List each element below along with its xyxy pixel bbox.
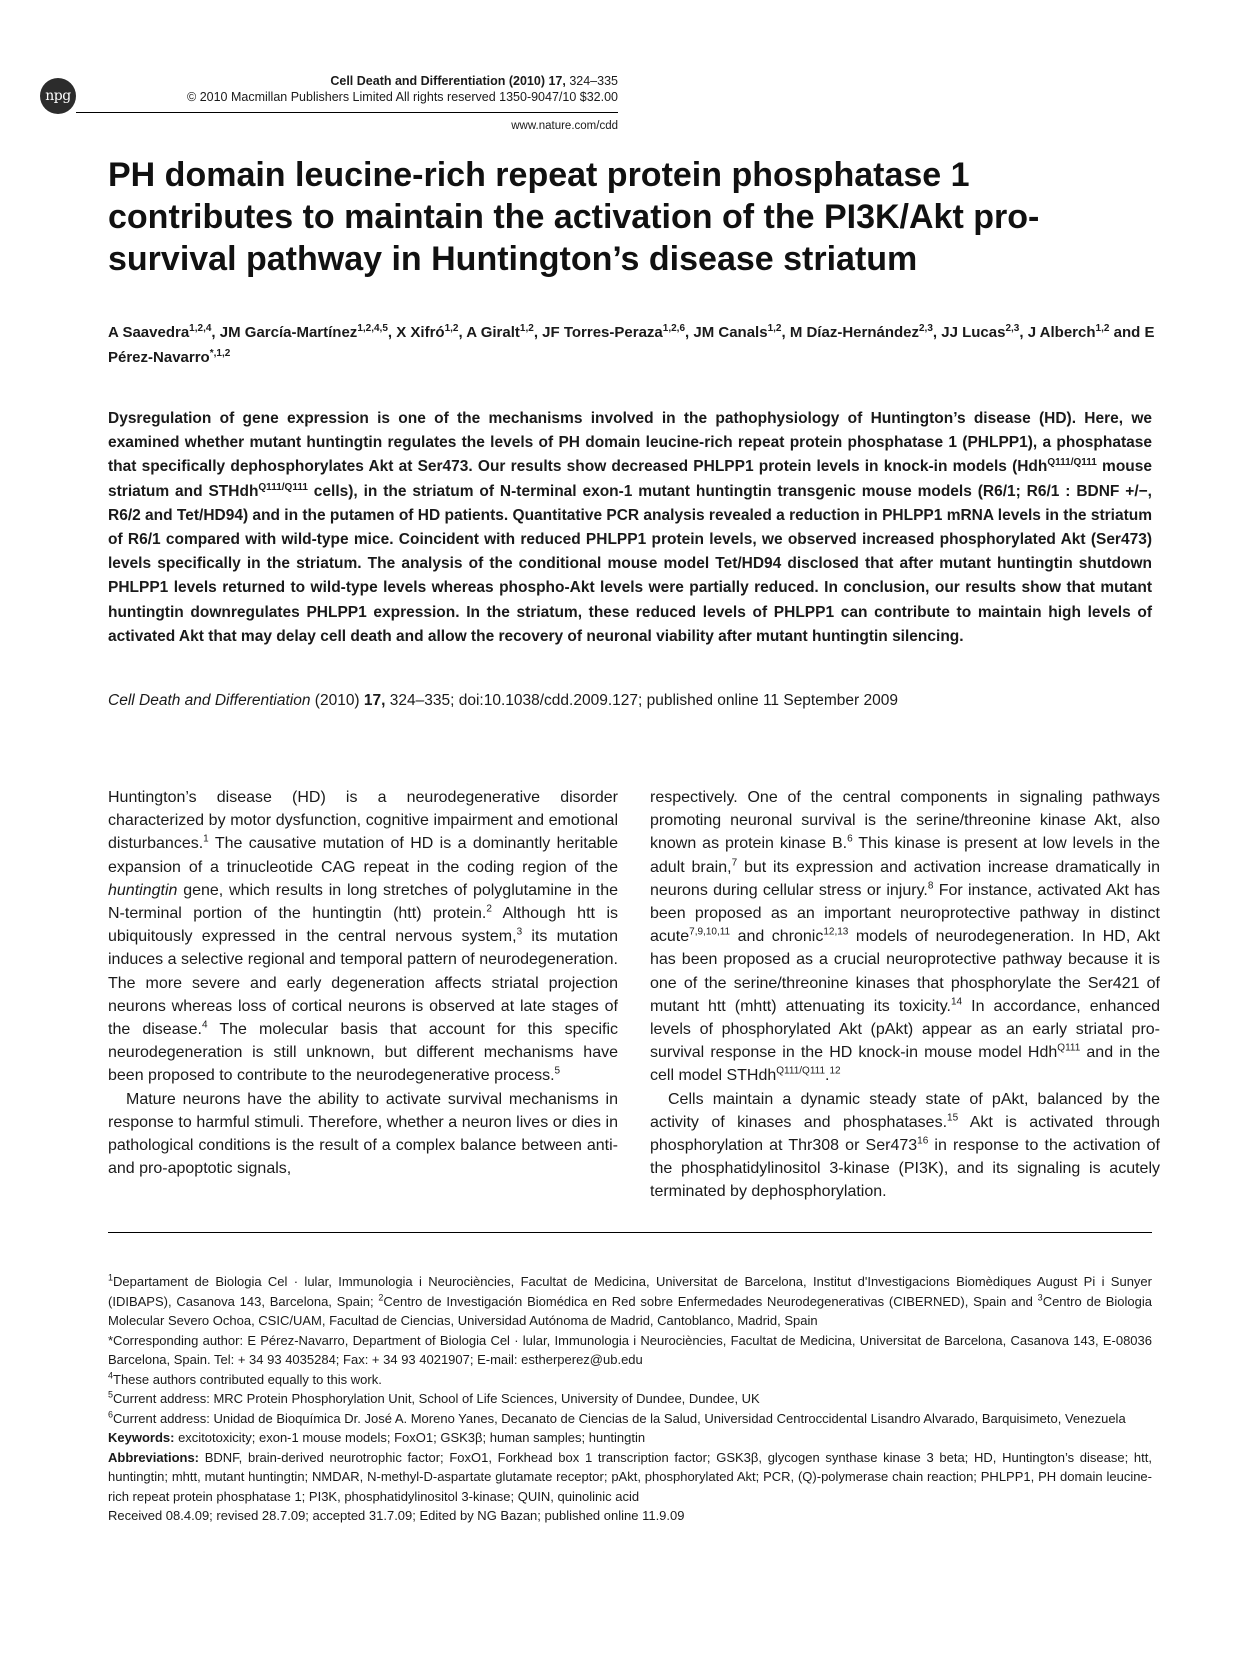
body-paragraph: Huntington’s disease (HD) is a neurodegenerative disorder characterized by motor dysfunction, cognitive impairment and emotional disturbances.$^1$ The causative mutation of HD is a dominantly heritable expansion of a trinucleotide CAG repeat in the coding region of the huntingtin gene, which results in long stretches of polyglutamine in the N-terminal portion of the huntingtin (htt) protein.$^2$ Although htt is ubiquitously expressed in the central nervous system,$^3$ its mutation induces a selective regional and temporal pattern of neurodegeneration. The more severe and early degeneration affects striatal projection neurons whereas loss of cortical neurons is observed at late stages of the disease.$^4$ The molecular basis that account for this specific neurodegeneration is still unknown, but different mechanisms have been proposed to contribute to the neurodegenerative process.$^5$ bbox=[108, 789, 619, 1085]
body-column-left bbox=[108, 786, 618, 1180]
author: JM García-Martínez$^{1,2,4,5}$ bbox=[219, 323, 388, 341]
author: X Xifró$^{1,2}$ bbox=[396, 323, 459, 341]
body-paragraph: Cells maintain a dynamic steady state of pAkt, balanced by the activity of kinases and phosphatases.$^{15}$ Akt is activated through phosphorylation at Thr308 or $Ser473^{16}$ in response to the activation of the phosphatidylinositol 3-kinase (PI3K), and its signaling is acutely terminated by dephosphorylation. bbox=[650, 1090, 1161, 1201]
article-title: PH domain leucine-rich repeat protein phosphatase 1 contributes to maintain the activation of the PI3K/Akt pro-survival pathway in Huntington’s disease striatum bbox=[108, 156, 1040, 278]
author: JJ Lucas$^{2,3}$ bbox=[941, 323, 1020, 341]
author-conjunction: and bbox=[1113, 324, 1141, 341]
journal-citation-header bbox=[130, 74, 618, 88]
body-paragraph: Mature neurons have the ability to activate survival mechanisms in response to harmful stimuli. Therefore, whether a neuron lives or dies in pathological conditions is the result of a complex balance between anti- and pro-apoptotic signals, bbox=[108, 1090, 618, 1178]
header-divider bbox=[76, 112, 618, 113]
footnote-current-address: $^6$Current address: Unidad de Bioquímica Dr. José A. Moreno Yanes, Decanato de Ciencias de la Salud, Universidad Centroccidental Lisandro Alvarado, Barquisimeto, Venezuela bbox=[108, 1409, 1126, 1426]
body-column-right bbox=[650, 786, 1160, 1204]
journal-url[interactable]: www.nature.com/cdd bbox=[511, 120, 618, 132]
author: M Díaz-Hernández$^{2,3}$ bbox=[789, 323, 933, 341]
footnotes bbox=[108, 1272, 1152, 1526]
author: JF Torres-Peraza$^{1,2,6}$ bbox=[542, 323, 686, 341]
affiliations: $^1$Departament de Biologia Cel · lular, Immunologia i Neurociències, Facultat de Medicina, Universitat de Barcelona, Institut d'Investigacions Biomèdiques August Pi i Sunyer (IDIBAPS), Casanova 143, Barcelona, Spain; $^2$Centro de Investigación Biomédica en Red sobre Enfermedades Neurodegenerativas (CIBERNED), Spain and $^3$Centro de Biologia Molecular Severo Ochoa, CSIC/UAM, Facultad de Ciencias, Universidad Autónoma de Madrid, Cantoblanco, Madrid, Spain bbox=[108, 1272, 1152, 1328]
journal-pages: 324–335 bbox=[569, 74, 618, 88]
journal-name: Cell Death and Differentiation (2010) 17, bbox=[330, 74, 566, 88]
author-list: A Saavedra$^{1,2,4}$, JM García-Martínez$^{1,2,4,5}$, X Xifró$^{1,2}$, A Giralt$^{1,2}$, JF Torres-Peraza$^{1,2,6}$, JM Canals$^{1,2}$, M Díaz-Hernández$^{2,3}$, JJ Lucas$^{2,3}$, J Alberch$^{1,2}$ and E Pérez-Navarro$^{*,1,2}$ bbox=[108, 323, 1155, 366]
author-corresponding: E Pérez-Navarro$^{*,1,2}$ bbox=[108, 324, 1155, 366]
keywords: Keywords: excitotoxicity; exon-1 mouse models; FoxO1; GSK3β; human samples; huntingtin bbox=[108, 1430, 646, 1445]
corresponding-author: *Corresponding author: E Pérez-Navarro, Department of Biologia Cel · lular, Immunologia i Neurociències, Facultat de Medicina, Universitat de Barcelona, Casanova 143, E-08036 Barcelona, Spain. Tel: + 34 93 4035284; Fax: + 34 93 4021907; E-mail: estherperez@ub.edu bbox=[108, 1332, 1152, 1367]
author: A Giralt$^{1,2}$ bbox=[466, 323, 534, 341]
abbreviations: Abbreviations: BDNF, brain-derived neurotrophic factor; FoxO1, Forkhead box 1 transcription factor; GSK3β, glycogen synthase kinase 3 beta; HD, Huntington’s disease; htt, huntingtin; mhtt, mutant huntingtin; NMDAR, N-methyl-D-aspartate glutamate receptor; pAkt, phosphorylated Akt; PCR, (Q)-polymerase chain reaction; PHLPP1, PH domain leucine-rich repeat protein phosphatase 1; PI3K, phosphatidylinositol 3-kinase; QUIN, quinolinic acid bbox=[108, 1449, 1152, 1504]
copyright-line: © 2010 Macmillan Publishers Limited All rights reserved 1350-9047/10 $32.00 bbox=[187, 90, 618, 104]
footnote-equal-contribution: $^4$These authors contributed equally to this work. bbox=[108, 1370, 382, 1387]
body-paragraph: respectively. One of the central components in signaling pathways promoting neuronal survival is the serine/threonine kinase Akt, also known as protein kinase B.$^6$ This kinase is present at low levels in the adult brain,$^7$ but its expression and activation increase dramatically in neurons during cellular stress or injury.$^8$ For instance, activated Akt has been proposed as an important neuroprotective pathway in distinct acute$^{7,9,10,11}$ and chronic$^{12,13}$ models of neurodegeneration. In HD, Akt has been proposed as a crucial neuroprotective pathway because it is one of the serine/threonine kinases that phosphorylate the Ser421 of mutant htt (mhtt) attenuating its toxicity.$^{14}$ In accordance, enhanced levels of phosphorylated Akt (pAkt) appear as an early striatal pro-survival response in the HD knock-in mouse model Hdh$^{Q111}$ and in the cell model STHdh$^{Q111/Q111}$.$^{12}$ bbox=[650, 789, 1161, 1085]
footnote-divider bbox=[108, 1232, 1152, 1233]
author: JM Canals$^{1,2}$ bbox=[693, 323, 782, 341]
author: J Alberch$^{1,2}$ bbox=[1027, 323, 1110, 341]
npg-logo: npg bbox=[40, 78, 76, 114]
author: A Saavedra$^{1,2,4}$ bbox=[108, 323, 212, 341]
received-dates: Received 08.4.09; revised 28.7.09; accepted 31.7.09; Edited by NG Bazan; published online 11.9.09 bbox=[108, 1508, 685, 1523]
article-citation: Cell Death and Differentiation (2010) 17, 324–335; doi:10.1038/cdd.2009.127; published online 11 September 2009 bbox=[108, 692, 898, 709]
footnote-current-address: $^5$Current address: MRC Protein Phosphorylation Unit, School of Life Sciences, University of Dundee, Dundee, UK bbox=[108, 1389, 760, 1406]
abstract: Dysregulation of gene expression is one of the mechanisms involved in the pathophysiology of Huntington’s disease (HD). Here, we examined whether mutant huntingtin regulates the levels of PH domain leucine-rich repeat protein phosphatase 1 (PHLPP1), a phosphatase that specifically dephosphorylates Akt at Ser473. Our results show decreased PHLPP1 protein levels in knock-in models (Hdh$^{Q111/Q111}$ mouse striatum and STHdh$^{Q111/Q111}$ cells), in the striatum of N-terminal exon-1 mutant huntingtin transgenic mouse models (R6/1; R6/1 : BDNF +/−, R6/2 and Tet/HD94) and in the putamen of HD patients. Quantitative PCR analysis revealed a reduction in PHLPP1 mRNA levels in the striatum of R6/1 compared with wild-type mice. Coincident with reduced PHLPP1 protein levels, we observed increased phosphorylated Akt (Ser473) levels specifically in the striatum. The analysis of the conditional mouse model Tet/HD94 disclosed that after mutant huntingtin shutdown PHLPP1 levels returned to wild-type levels whereas phospho-Akt levels were partially reduced. In conclusion, our results show that mutant huntingtin downregulates PHLPP1 expression. In the striatum, these reduced levels of PHLPP1 can contribute to maintain high levels of activated Akt that may delay cell death and allow the recovery of neuronal viability after mutant huntingtin silencing. bbox=[108, 410, 1152, 645]
